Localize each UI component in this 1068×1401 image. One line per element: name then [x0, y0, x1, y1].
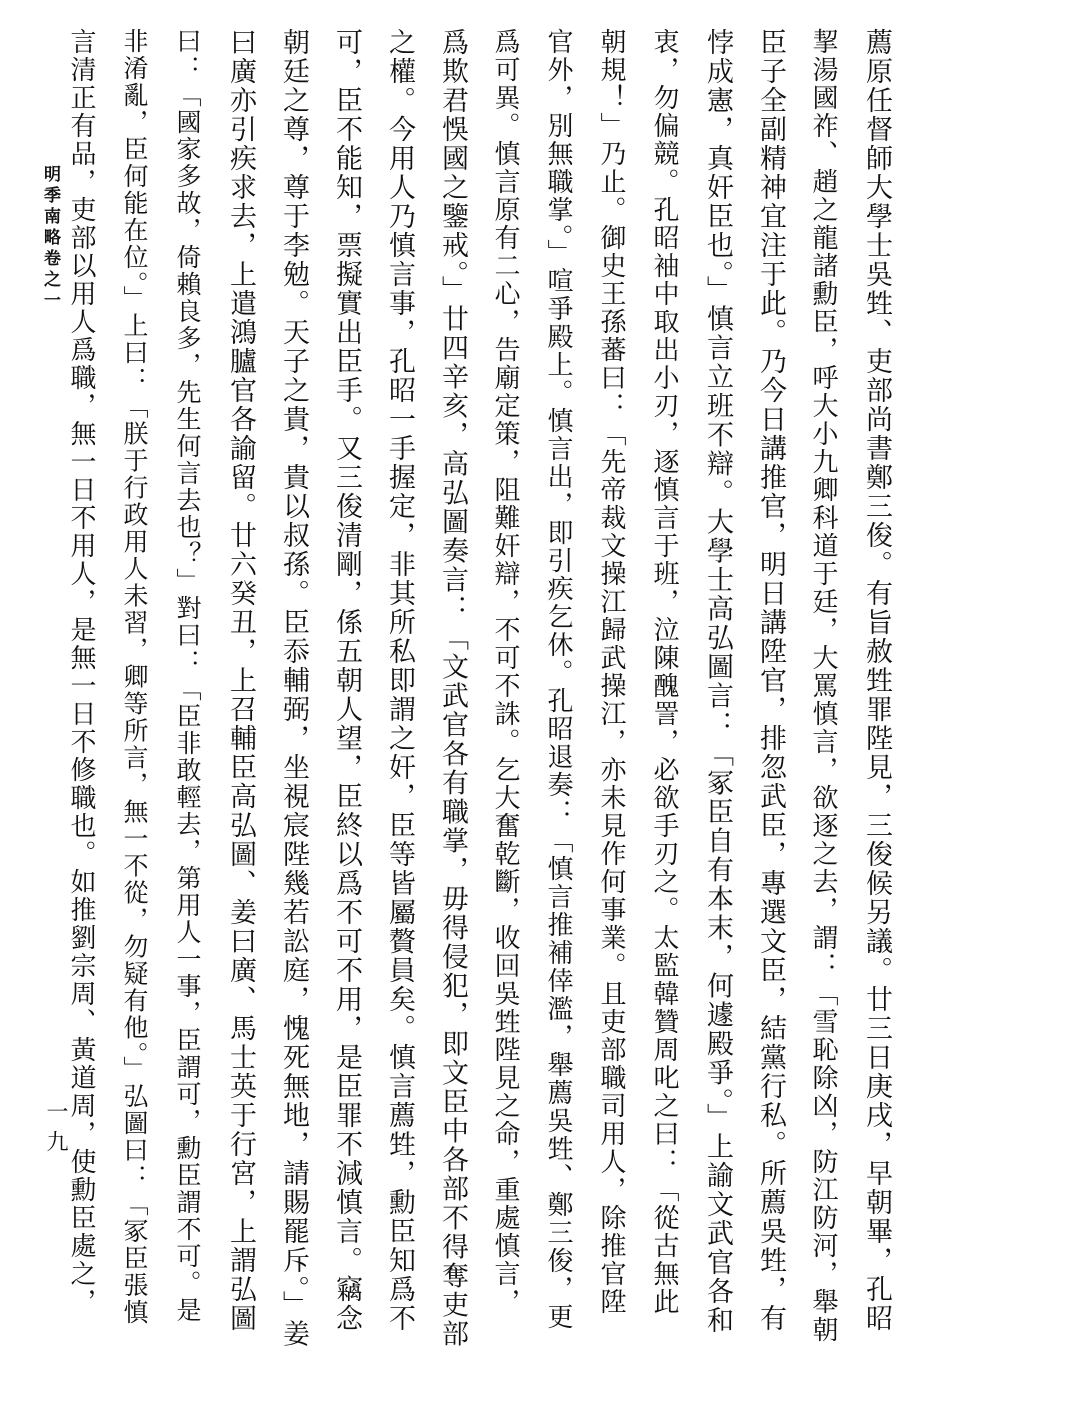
text-column-9: 爲欺君悞國之鑒戒。」廿四辛亥，高弘圖奏言：「文武官各有職掌，毋得侵犯，即文臣中各部不得奪吏部 — [437, 28, 468, 1349]
text-column-11: 可，臣不能知，票擬實出臣手。又三俊清剛，係五朝人望，臣終以爲不可不用，是臣罪不減慎言。竊念 — [331, 28, 362, 1333]
text-column-7: 官外，別無職掌。」喧爭殿上。慎言出，即引疾乞休。孔昭退奏：「慎言推補倖濫，舉薦吳甡、鄭三俊，更 — [543, 28, 573, 1331]
text-column-16: 言清正有品，吏部以用人爲職，無一日不用人，是無一日不修職也。如推劉宗周、黃道周，使勳臣處之， — [66, 28, 96, 1316]
text-column-4: 悖成憲，真奸臣也。」慎言立班不辯。大學士高弘圖言：「冢臣自有本末，何遽殿爭。」上諭文武官各和 — [702, 28, 733, 1335]
page-number: 一九 — [43, 1100, 68, 1160]
text-column-13: 曰廣亦引疾求去，上遣鴻臚官各諭留。廿六癸丑，上召輔臣高弘圖、姜曰廣、馬士英于行宮，上謂弘圖 — [225, 28, 256, 1333]
text-column-3: 臣子全副精神宜注于此。乃今日講推官，明日講陞官，排忽武臣，專選文臣，結黨行私。所薦吳甡，有 — [755, 28, 786, 1333]
text-column-8: 爲可異。慎言原有二心，告廟定策，阻難奸辯，不可不誅。乞大奮乾斷，收回吳甡陛見之命，重處慎言， — [490, 28, 520, 1316]
text-column-14: 曰：「國家多故，倚賴良多，先生何言去也？」對曰：「臣非敢輕去，第用人一事，臣謂可，勳臣謂不可。是 — [173, 28, 202, 1324]
text-column-6: 朝規！」乃止。御史王孫蕃曰：「先帝裁文操江歸武操江，亦未見作何事業。且吏部職司用人，除推官陞 — [596, 28, 626, 1316]
text-column-10: 之權。今用人乃慎言事，孔昭一手握定，非其所私即謂之奸，臣等皆屬贅員矣。慎言薦甡，勳臣知爲不 — [384, 28, 415, 1333]
text-column-1: 薦原任督師大學士吳甡、吏部尚書鄭三俊。有旨赦甡罪陛見，三俊候另議。廿三日庚戌，早朝畢，孔昭 — [861, 28, 892, 1333]
text-column-12: 朝廷之尊，尊于李勉。天子之貴，貴以叔孫。臣忝輔弼，坐視宸陛幾若訟庭，愧死無地，請賜罷斥。」姜 — [278, 28, 309, 1349]
running-header: 明季南略卷之一 — [40, 165, 60, 312]
text-column-2: 挈湯國祚、趙之龍諸勳臣，呼大小九卿科道于廷，大罵慎言，欲逐之去，謂：「雪恥除凶，防江防河，舉朝 — [808, 28, 838, 1344]
text-column-15: 非淆亂，臣何能在位。」上曰：「朕于行政用人未習，卿等所言，無一不從，勿疑有他。」弘圖曰：「冢臣張慎 — [120, 28, 149, 1326]
text-column-5: 衷，勿偏競。孔昭袖中取出小刃，逐慎言于班，泣陳醜詈，必欲手刃之。太監韓贊周叱之曰：「從古無此 — [649, 28, 679, 1316]
